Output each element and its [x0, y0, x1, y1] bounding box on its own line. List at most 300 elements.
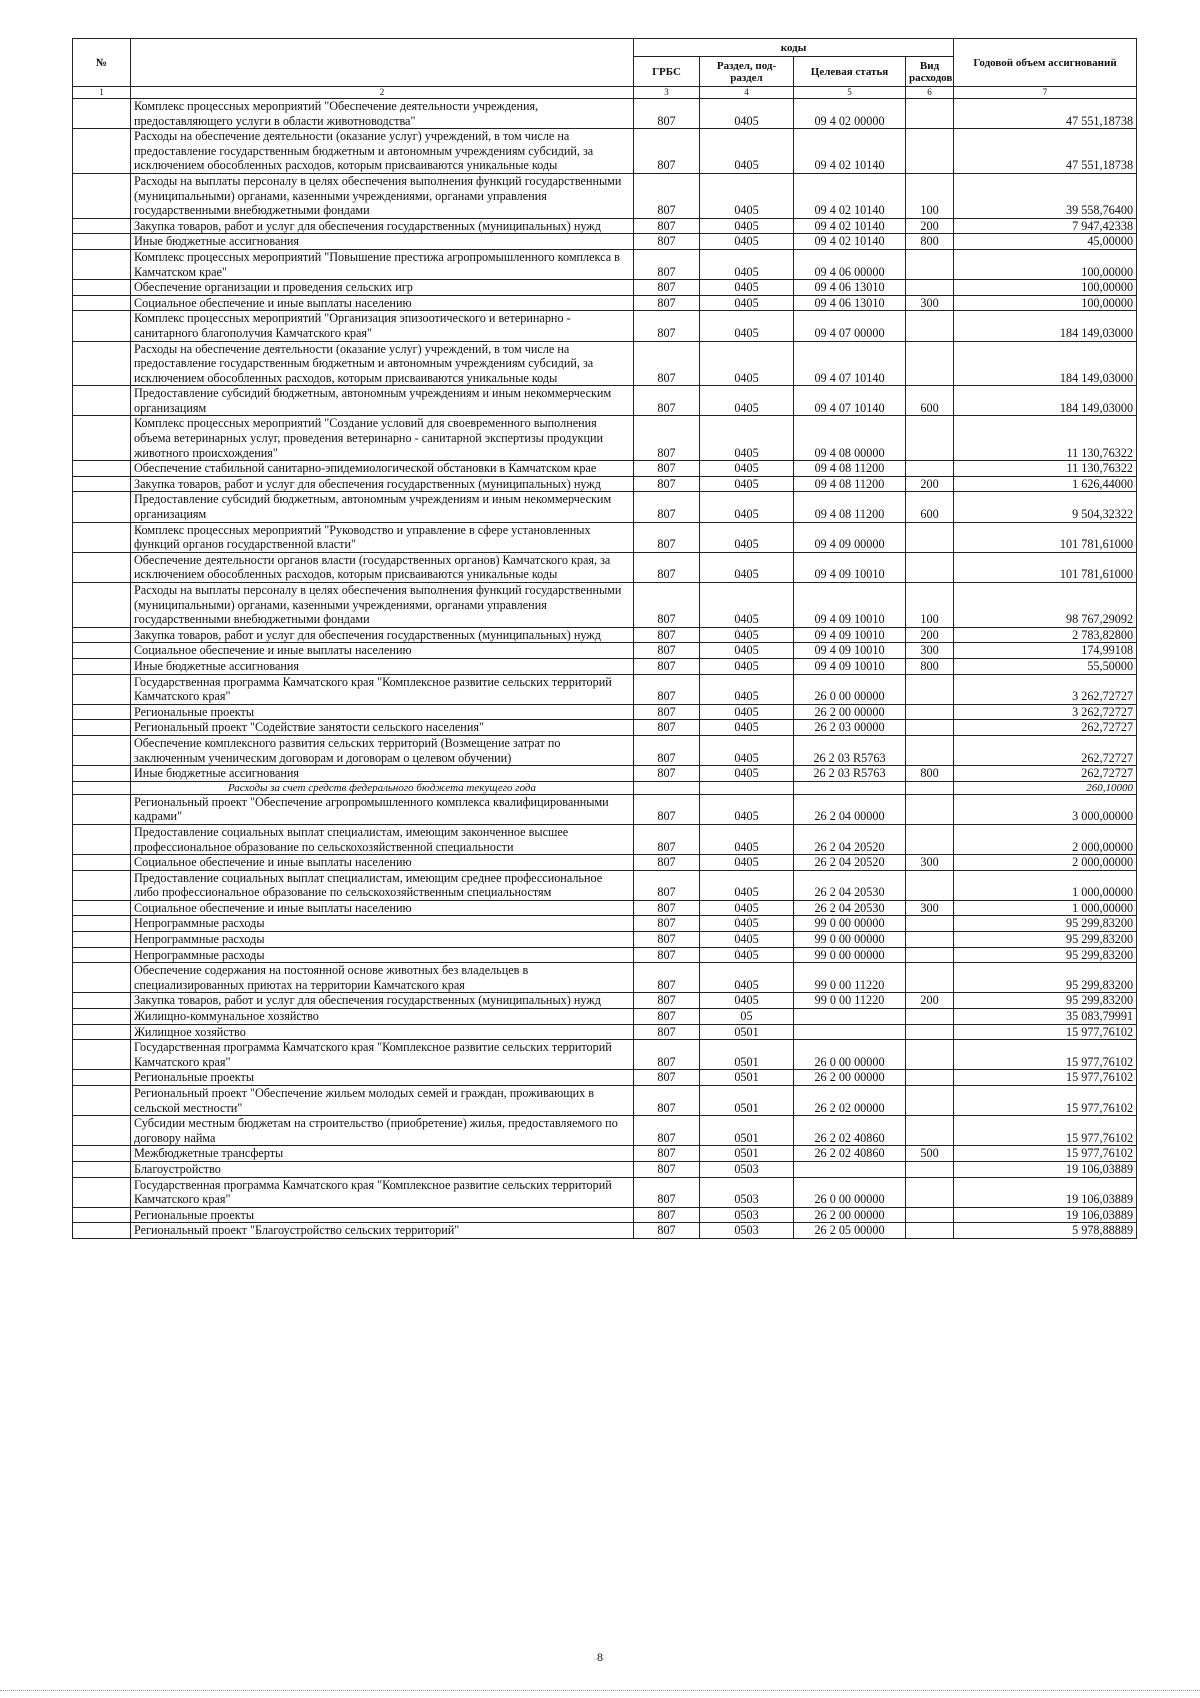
section-cell: 0501	[700, 1070, 794, 1086]
name-cell: Предоставление субсидий бюджетным, автономным учреждениям и иным некоммерческим организациям	[131, 492, 634, 522]
grbs-cell: 807	[634, 704, 700, 720]
num-cell	[73, 1024, 131, 1040]
article-cell: 09 4 02 10140	[794, 234, 906, 250]
article-cell: 26 2 04 20530	[794, 870, 906, 900]
page-number: 8	[597, 1650, 603, 1664]
grbs-cell: 807	[634, 1024, 700, 1040]
article-cell: 09 4 02 10140	[794, 129, 906, 174]
article-cell: 09 4 02 10140	[794, 173, 906, 218]
table-note-row	[73, 781, 1137, 794]
section-cell: 0405	[700, 99, 794, 129]
grbs-cell: 807	[634, 1070, 700, 1086]
table-row	[73, 1223, 1137, 1239]
table-row	[73, 1116, 1137, 1146]
vid-cell	[906, 1161, 954, 1177]
section-cell: 0405	[700, 720, 794, 736]
grbs-cell: 807	[634, 658, 700, 674]
amount-cell: 11 130,76322	[954, 416, 1137, 461]
section-cell: 0405	[700, 947, 794, 963]
article-cell: 26 2 02 00000	[794, 1086, 906, 1116]
section-cell: 0405	[700, 916, 794, 932]
vid-cell	[906, 824, 954, 854]
num-cell	[73, 870, 131, 900]
grbs-cell: 807	[634, 492, 700, 522]
name-cell: Закупка товаров, работ и услуг для обеспечения государственных (муниципальных) нужд	[131, 476, 634, 492]
article-cell: 99 0 00 11220	[794, 963, 906, 993]
column-number-row	[73, 87, 1137, 99]
name-cell: Субсидии местным бюджетам на строительство (приобретение) жилья, предоставляемого по договору найма	[131, 1116, 634, 1146]
vid-cell	[906, 249, 954, 279]
table-row	[73, 492, 1137, 522]
amount-cell: 101 781,61000	[954, 552, 1137, 582]
section-cell: 0405	[700, 824, 794, 854]
vid-cell	[906, 720, 954, 736]
amount-cell: 47 551,18738	[954, 99, 1137, 129]
article-cell: 26 0 00 00000	[794, 674, 906, 704]
name-cell: Межбюджетные трансферты	[131, 1146, 634, 1162]
header-article: Целевая статья	[794, 57, 906, 87]
table-row	[73, 416, 1137, 461]
vid-cell	[906, 1086, 954, 1116]
amount-cell: 3 262,72727	[954, 674, 1137, 704]
section-cell: 0405	[700, 280, 794, 296]
table-row	[73, 674, 1137, 704]
amount-cell: 1 626,44000	[954, 476, 1137, 492]
table-row	[73, 249, 1137, 279]
table-row	[73, 824, 1137, 854]
name-cell: Расходы на обеспечение деятельности (оказание услуг) учреждений, в том числе на предоставление государственным бюджетным и автономным учреждениям субсидий, за исключением обособленных расходов, которым присваиваются уникальные коды	[131, 341, 634, 386]
table-row	[73, 311, 1137, 341]
vid-cell	[906, 1009, 954, 1025]
grbs-cell: 807	[634, 735, 700, 765]
amount-cell: 100,00000	[954, 249, 1137, 279]
vid-cell	[906, 781, 954, 794]
grbs-cell: 807	[634, 341, 700, 386]
grbs-cell: 807	[634, 522, 700, 552]
header-vid: Вид расходов	[906, 57, 954, 87]
table-row	[73, 1161, 1137, 1177]
name-cell: Жилищно-коммунальное хозяйство	[131, 1009, 634, 1025]
vid-cell	[906, 932, 954, 948]
num-cell	[73, 173, 131, 218]
table-row	[73, 932, 1137, 948]
amount-cell: 2 783,82800	[954, 627, 1137, 643]
section-cell: 0405	[700, 963, 794, 993]
section-cell: 0405	[700, 583, 794, 628]
table-row	[73, 643, 1137, 659]
section-cell: 0405	[700, 552, 794, 582]
name-cell: Социальное обеспечение и иные выплаты населению	[131, 295, 634, 311]
grbs-cell: 807	[634, 932, 700, 948]
col-number: 2	[131, 87, 634, 99]
section-cell: 0405	[700, 522, 794, 552]
table-row	[73, 218, 1137, 234]
grbs-cell: 807	[634, 386, 700, 416]
amount-cell: 39 558,76400	[954, 173, 1137, 218]
article-cell: 09 4 09 10010	[794, 627, 906, 643]
table-row	[73, 766, 1137, 782]
col-number: 5	[794, 87, 906, 99]
vid-cell: 200	[906, 476, 954, 492]
grbs-cell: 807	[634, 870, 700, 900]
amount-cell: 174,99108	[954, 643, 1137, 659]
section-cell: 0405	[700, 295, 794, 311]
amount-cell: 15 977,76102	[954, 1086, 1137, 1116]
table-row	[73, 552, 1137, 582]
grbs-cell: 807	[634, 1040, 700, 1070]
grbs-cell: 807	[634, 583, 700, 628]
article-cell: 09 4 07 10140	[794, 341, 906, 386]
amount-cell: 15 977,76102	[954, 1146, 1137, 1162]
table-row	[73, 627, 1137, 643]
table-row	[73, 870, 1137, 900]
grbs-cell: 807	[634, 1223, 700, 1239]
table-row	[73, 295, 1137, 311]
num-cell	[73, 643, 131, 659]
num-cell	[73, 824, 131, 854]
vid-cell	[906, 280, 954, 296]
vid-cell: 200	[906, 993, 954, 1009]
name-cell: Закупка товаров, работ и услуг для обеспечения государственных (муниципальных) нужд	[131, 627, 634, 643]
vid-cell	[906, 963, 954, 993]
grbs-cell: 807	[634, 993, 700, 1009]
header-grbs: ГРБС	[634, 57, 700, 87]
grbs-cell: 807	[634, 1009, 700, 1025]
name-cell: Обеспечение стабильной санитарно-эпидемиологической обстановки в Камчатском крае	[131, 461, 634, 477]
amount-cell: 262,72727	[954, 735, 1137, 765]
article-cell: 09 4 09 10010	[794, 583, 906, 628]
num-cell	[73, 704, 131, 720]
vid-cell: 500	[906, 1146, 954, 1162]
section-cell: 0405	[700, 476, 794, 492]
name-cell: Комплекс процессных мероприятий "Организация эпизоотического и ветеринарно - санитарного благополучия Камчатского края"	[131, 311, 634, 341]
amount-cell: 95 299,83200	[954, 963, 1137, 993]
section-cell: 05	[700, 1009, 794, 1025]
name-cell: Комплекс процессных мероприятий "Руководство и управление в сфере установленных функций органов государственной власти"	[131, 522, 634, 552]
amount-cell: 95 299,83200	[954, 916, 1137, 932]
table-row	[73, 916, 1137, 932]
grbs-cell: 807	[634, 720, 700, 736]
name-cell: Социальное обеспечение и иные выплаты населению	[131, 900, 634, 916]
section-cell: 0405	[700, 341, 794, 386]
section-cell: 0405	[700, 173, 794, 218]
num-cell	[73, 963, 131, 993]
num-cell	[73, 658, 131, 674]
article-cell	[794, 781, 906, 794]
amount-cell: 47 551,18738	[954, 129, 1137, 174]
vid-cell	[906, 552, 954, 582]
budget-table	[72, 38, 1137, 1239]
table-row	[73, 1146, 1137, 1162]
vid-cell	[906, 870, 954, 900]
amount-cell: 19 106,03889	[954, 1207, 1137, 1223]
section-cell: 0405	[700, 704, 794, 720]
num-cell	[73, 583, 131, 628]
section-cell: 0405	[700, 492, 794, 522]
article-cell	[794, 1024, 906, 1040]
num-cell	[73, 552, 131, 582]
vid-cell	[906, 704, 954, 720]
vid-cell: 600	[906, 492, 954, 522]
grbs-cell: 807	[634, 1146, 700, 1162]
grbs-cell: 807	[634, 1207, 700, 1223]
num-cell	[73, 1223, 131, 1239]
article-cell: 26 2 02 40860	[794, 1116, 906, 1146]
vid-cell	[906, 311, 954, 341]
vid-cell	[906, 1223, 954, 1239]
section-cell: 0405	[700, 993, 794, 1009]
num-cell	[73, 295, 131, 311]
section-cell: 0503	[700, 1177, 794, 1207]
col-number: 7	[954, 87, 1137, 99]
vid-cell: 200	[906, 218, 954, 234]
header-num: №	[73, 39, 131, 87]
section-cell: 0405	[700, 643, 794, 659]
name-cell: Обеспечение содержания на постоянной основе животных без владельцев в специализированных приютах на территории Камчатского края	[131, 963, 634, 993]
article-cell: 26 2 02 40860	[794, 1146, 906, 1162]
amount-cell: 1 000,00000	[954, 870, 1137, 900]
amount-cell: 95 299,83200	[954, 947, 1137, 963]
num-cell	[73, 249, 131, 279]
table-row	[73, 583, 1137, 628]
name-cell: Закупка товаров, работ и услуг для обеспечения государственных (муниципальных) нужд	[131, 218, 634, 234]
amount-cell: 3 000,00000	[954, 794, 1137, 824]
name-cell: Закупка товаров, работ и услуг для обеспечения государственных (муниципальных) нужд	[131, 993, 634, 1009]
name-cell: Социальное обеспечение и иные выплаты населению	[131, 855, 634, 871]
section-cell: 0405	[700, 766, 794, 782]
bottom-divider	[0, 1690, 1200, 1691]
article-cell: 26 2 04 20530	[794, 900, 906, 916]
section-cell: 0405	[700, 855, 794, 871]
grbs-cell: 807	[634, 900, 700, 916]
name-cell: Региональный проект "Содействие занятости сельского населения"	[131, 720, 634, 736]
amount-cell: 45,00000	[954, 234, 1137, 250]
name-cell: Непрограммные расходы	[131, 947, 634, 963]
table-header	[73, 39, 1137, 99]
num-cell	[73, 492, 131, 522]
article-cell: 26 2 03 R5763	[794, 735, 906, 765]
table-row	[73, 1009, 1137, 1025]
table-row	[73, 720, 1137, 736]
table-row	[73, 963, 1137, 993]
amount-cell: 19 106,03889	[954, 1177, 1137, 1207]
name-cell: Расходы на выплаты персоналу в целях обеспечения выполнения функций государственными (муниципальными) органами, казенными учреждениями, органами управления государственными внебюджетными фондами	[131, 173, 634, 218]
table-row	[73, 1207, 1137, 1223]
vid-cell	[906, 99, 954, 129]
amount-cell: 15 977,76102	[954, 1116, 1137, 1146]
table-row	[73, 1086, 1137, 1116]
grbs-cell: 807	[634, 295, 700, 311]
vid-cell	[906, 416, 954, 461]
num-cell	[73, 218, 131, 234]
grbs-cell: 807	[634, 794, 700, 824]
section-cell: 0405	[700, 900, 794, 916]
section-cell: 0405	[700, 870, 794, 900]
article-cell: 26 2 00 00000	[794, 1070, 906, 1086]
table-row	[73, 1070, 1137, 1086]
header-amount: Годовой объем ассигнований	[954, 39, 1137, 87]
table-body	[73, 99, 1137, 1239]
section-cell: 0405	[700, 932, 794, 948]
article-cell	[794, 1009, 906, 1025]
section-cell: 0405	[700, 658, 794, 674]
col-number: 6	[906, 87, 954, 99]
num-cell	[73, 129, 131, 174]
article-cell: 26 2 04 00000	[794, 794, 906, 824]
table-row	[73, 1040, 1137, 1070]
table-row	[73, 173, 1137, 218]
vid-cell	[906, 1116, 954, 1146]
num-cell	[73, 627, 131, 643]
section-cell	[700, 781, 794, 794]
vid-cell	[906, 341, 954, 386]
amount-cell: 262,72727	[954, 720, 1137, 736]
vid-cell: 300	[906, 295, 954, 311]
num-cell	[73, 781, 131, 794]
grbs-cell: 807	[634, 643, 700, 659]
amount-cell: 35 083,79991	[954, 1009, 1137, 1025]
table-row	[73, 280, 1137, 296]
amount-cell: 5 978,88889	[954, 1223, 1137, 1239]
vid-cell: 300	[906, 643, 954, 659]
table-row	[73, 993, 1137, 1009]
amount-cell: 184 149,03000	[954, 386, 1137, 416]
table-row	[73, 522, 1137, 552]
section-cell: 0405	[700, 311, 794, 341]
name-cell: Жилищное хозяйство	[131, 1024, 634, 1040]
amount-cell: 2 000,00000	[954, 855, 1137, 871]
article-cell: 09 4 09 10010	[794, 643, 906, 659]
table-row	[73, 704, 1137, 720]
name-cell: Региональные проекты	[131, 704, 634, 720]
section-cell: 0405	[700, 234, 794, 250]
grbs-cell: 807	[634, 552, 700, 582]
amount-cell: 2 000,00000	[954, 824, 1137, 854]
num-cell	[73, 720, 131, 736]
name-cell: Иные бюджетные ассигнования	[131, 766, 634, 782]
article-cell: 09 4 02 00000	[794, 99, 906, 129]
amount-cell: 262,72727	[954, 766, 1137, 782]
name-cell: Региональный проект "Благоустройство сельских территорий"	[131, 1223, 634, 1239]
article-cell: 09 4 09 00000	[794, 522, 906, 552]
table-row	[73, 341, 1137, 386]
table-row	[73, 855, 1137, 871]
section-cell: 0405	[700, 386, 794, 416]
name-cell: Расходы на выплаты персоналу в целях обеспечения выполнения функций государственными (муниципальными) органами, казенными учреждениями, органами управления государственными внебюджетными фондами	[131, 583, 634, 628]
amount-cell: 11 130,76322	[954, 461, 1137, 477]
article-cell: 09 4 08 00000	[794, 416, 906, 461]
num-cell	[73, 1009, 131, 1025]
section-cell: 0405	[700, 627, 794, 643]
name-cell: Иные бюджетные ассигнования	[131, 234, 634, 250]
vid-cell	[906, 461, 954, 477]
grbs-cell: 807	[634, 218, 700, 234]
amount-cell: 15 977,76102	[954, 1040, 1137, 1070]
num-cell	[73, 461, 131, 477]
num-cell	[73, 794, 131, 824]
grbs-cell: 807	[634, 947, 700, 963]
section-cell: 0405	[700, 218, 794, 234]
section-cell: 0503	[700, 1223, 794, 1239]
grbs-cell: 807	[634, 234, 700, 250]
vid-cell	[906, 1177, 954, 1207]
article-cell: 09 4 02 10140	[794, 218, 906, 234]
num-cell	[73, 674, 131, 704]
article-cell: 09 4 07 10140	[794, 386, 906, 416]
header-codes: коды	[634, 39, 954, 57]
article-cell: 26 2 00 00000	[794, 704, 906, 720]
vid-cell	[906, 1040, 954, 1070]
grbs-cell: 807	[634, 461, 700, 477]
amount-cell: 98 767,29092	[954, 583, 1137, 628]
vid-cell: 800	[906, 234, 954, 250]
table-row	[73, 461, 1137, 477]
num-cell	[73, 1146, 131, 1162]
name-cell: Обеспечение деятельности органов власти (государственных органов) Камчатского края, за исключением обособленных расходов, которым присваиваются уникальные коды	[131, 552, 634, 582]
table-row	[73, 99, 1137, 129]
num-cell	[73, 386, 131, 416]
col-number: 1	[73, 87, 131, 99]
vid-cell: 300	[906, 855, 954, 871]
name-cell: Непрограммные расходы	[131, 932, 634, 948]
num-cell	[73, 1177, 131, 1207]
article-cell: 26 2 00 00000	[794, 1207, 906, 1223]
section-cell: 0405	[700, 461, 794, 477]
section-cell: 0501	[700, 1040, 794, 1070]
section-cell: 0405	[700, 674, 794, 704]
name-cell: Региональные проекты	[131, 1070, 634, 1086]
table-row	[73, 234, 1137, 250]
article-cell: 26 2 05 00000	[794, 1223, 906, 1239]
vid-cell	[906, 1024, 954, 1040]
header-section: Раздел, под-раздел	[700, 57, 794, 87]
num-cell	[73, 522, 131, 552]
num-cell	[73, 1070, 131, 1086]
col-number: 4	[700, 87, 794, 99]
amount-cell: 260,10000	[954, 781, 1137, 794]
name-cell: Иные бюджетные ассигнования	[131, 658, 634, 674]
grbs-cell: 807	[634, 627, 700, 643]
name-cell: Предоставление социальных выплат специалистам, имеющим среднее профессиональное либо профессиональное образование по сельскохозяйственным специальностям	[131, 870, 634, 900]
num-cell	[73, 280, 131, 296]
num-cell	[73, 735, 131, 765]
name-cell: Комплекс процессных мероприятий "Создание условий для своевременного выполнения объема ветеринарных услуг, проведения ветеринарно - санитарной экспертизы продукции животного происхождения"	[131, 416, 634, 461]
vid-cell	[906, 674, 954, 704]
amount-cell: 95 299,83200	[954, 993, 1137, 1009]
num-cell	[73, 476, 131, 492]
grbs-cell: 807	[634, 963, 700, 993]
name-cell: Государственная программа Камчатского края "Комплексное развитие сельских территорий Камчатского края"	[131, 1040, 634, 1070]
section-cell: 0501	[700, 1146, 794, 1162]
grbs-cell: 807	[634, 99, 700, 129]
grbs-cell: 807	[634, 1116, 700, 1146]
article-cell: 99 0 00 00000	[794, 947, 906, 963]
num-cell	[73, 932, 131, 948]
name-cell: Расходы на обеспечение деятельности (оказание услуг) учреждений, в том числе на предоставление государственным бюджетным и автономным учреждениям субсидий, за исключением обособленных расходов, которым присваиваются уникальные коды	[131, 129, 634, 174]
name-cell: Государственная программа Камчатского края "Комплексное развитие сельских территорий Камчатского края"	[131, 1177, 634, 1207]
vid-cell	[906, 794, 954, 824]
amount-cell: 95 299,83200	[954, 932, 1137, 948]
num-cell	[73, 1207, 131, 1223]
num-cell	[73, 766, 131, 782]
vid-cell	[906, 947, 954, 963]
grbs-cell: 807	[634, 766, 700, 782]
amount-cell: 15 977,76102	[954, 1070, 1137, 1086]
num-cell	[73, 947, 131, 963]
vid-cell: 200	[906, 627, 954, 643]
vid-cell	[906, 1207, 954, 1223]
article-cell: 09 4 07 00000	[794, 311, 906, 341]
